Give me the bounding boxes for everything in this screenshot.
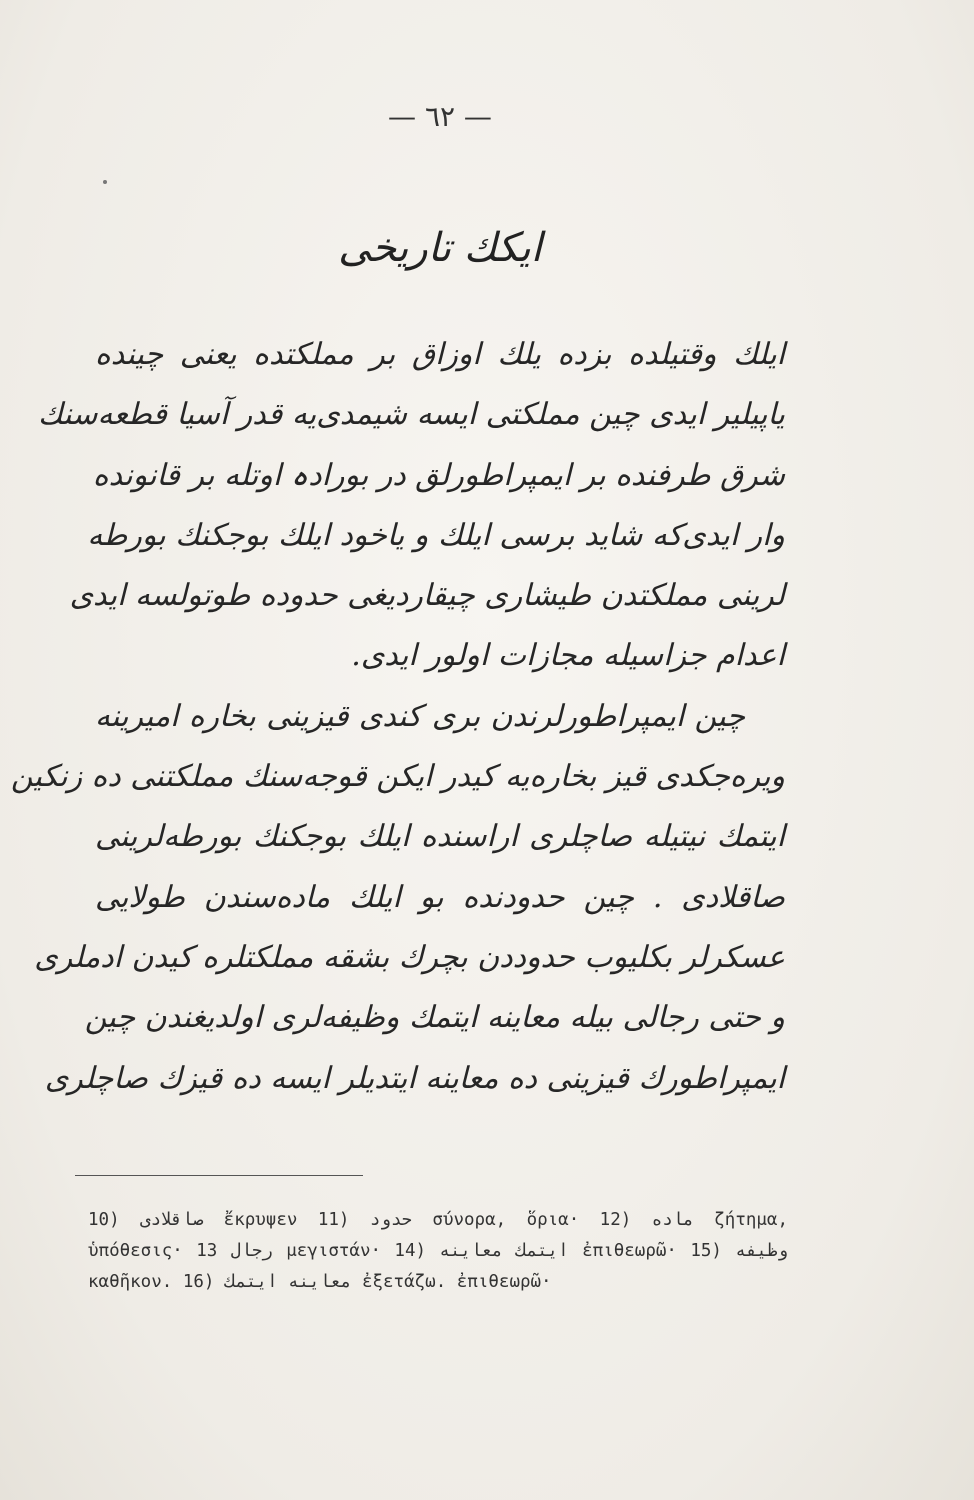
footnote-divider	[75, 1175, 363, 1176]
text-line: صاقلادی . چین حدودنده بو ایلك ماده‌سندن طولایی	[95, 879, 785, 915]
text-line: ایلك وقتیلده بزده یلك اوزاق بر مملکتده یعنی چینده	[95, 337, 785, 372]
page-number: — ٦٢ —	[388, 100, 492, 133]
text-line: وار ایدی‌که شاید برسی ایلك و یاخود ایلك بوجکنك بورطه‌	[87, 517, 785, 553]
chapter-title: ایکك تاریخی	[338, 225, 542, 271]
footnotes	[88, 1205, 788, 1298]
text-line: ایتمك نیتیله صاچلری اراسنده ایلك بوجکنك بورطه‌لرینی	[95, 819, 785, 855]
text-line: شرق طرفنده بر ایمپراطورلق در بورادہ اوتلە بر قانونده	[92, 457, 785, 493]
text-line: یاپیلیر ایدی چین مملکتی ایسه شیمدی‌یه قدر آسیا قطعه‌سنك	[38, 397, 785, 433]
text-line: اعدام جزاسیله مجازات اولور ایدی.	[351, 638, 785, 674]
text-line: و حتی رجالی بیله معاینه ایتمك وظیفه‌لری اولدیغندن چین	[84, 1000, 785, 1036]
footnote-line: 10) صاقلادی ἔκρυψεν 11) حدود σύνορα, ὅρια· 12) ماده ζήτημα,	[88, 1210, 789, 1230]
text-line: چین ایمپراطورلرندن بری کندی قیزینی بخاره امیرینه	[95, 698, 745, 734]
text-line: لرینی مملکتدن طیشاری چیقاردیغی حدوده طوتولسه ایدی	[69, 578, 785, 614]
ink-speck	[103, 180, 107, 184]
text-line: ویره‌جکدی قیز بخاره‌یه کیدر ایکن قوجه‌سنك مملکتنی ده زنکین	[10, 759, 785, 795]
text-line: عسکرلر بکلیوب حدوددن بچرك بشقه مملکتلره کیدن ادملری	[34, 939, 785, 975]
text-line: ایمپراطورك قیزینی ده معاینه ایتدیلر ایسه ده قیزك صاچلری	[44, 1060, 785, 1096]
footnote-line: καθῆκον. 16) معاینه ایتمك ἐξετάζω. ἐπιθεωρῶ·	[88, 1272, 552, 1292]
footnote-line: ὑπόθεσις· 13 رجال μεγιστάν· 14) ایتمك معاینه ἐπιθεωρῶ· 15) وظیفه	[88, 1241, 788, 1261]
body-text	[10, 325, 785, 1109]
